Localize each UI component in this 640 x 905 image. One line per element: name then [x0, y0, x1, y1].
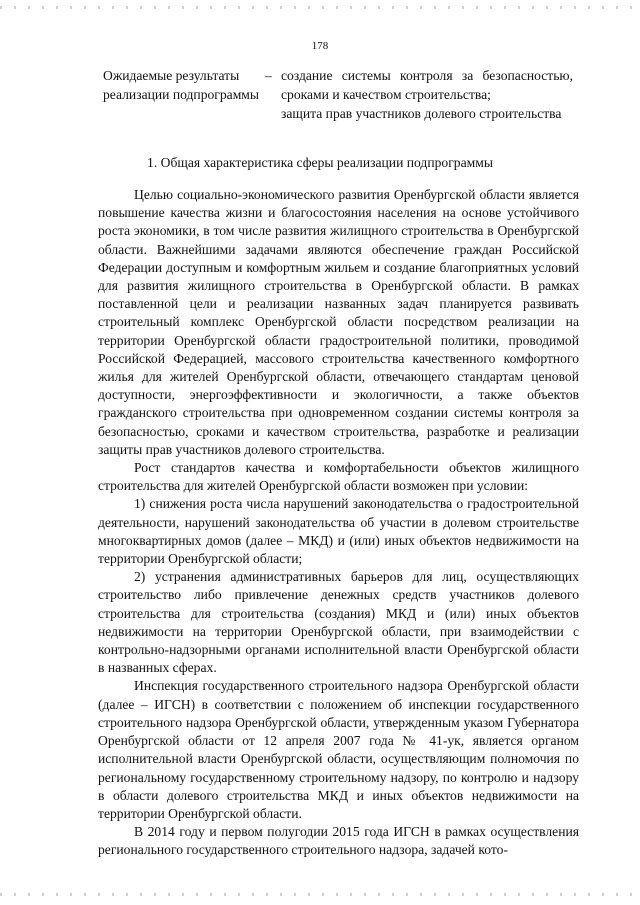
- passport-dash: –: [265, 68, 272, 83]
- paragraph-inspection: Инспекция государственного строительного надзора Оренбургской области (далее – ИГСН) в соответствии с положением об инспекции государственного строительного надзора Оренбургской области, утвержденным указом Губернатора Оренбургской области от 12 апреля 2007 года № 41-ук, является органом исполнительной власти Оренбургской области, осуществляющим полномочия по региональному государственному строительному надзору, по контролю и надзору в области долевого строительства МКД и иных объектов недвижимости на территории Оренбургской области.: [98, 678, 579, 821]
- passport-value-item: защита прав участников долевого строительства: [281, 106, 562, 121]
- paragraph-condition-1: 1) снижения роста числа нарушений законодательства о градостроительной деятельности, нарушений законодательства об участии в долевом строительстве многоквартирных домов (далее – МКД) и (или) иных объектов недвижимости на территории Оренбургской области;: [98, 496, 579, 567]
- scan-artifact-top: [0, 6, 640, 9]
- section-heading: 1. Общая характеристика сферы реализации подпрограммы: [147, 155, 493, 170]
- paragraph-goal: Целью социально-экономического развития Оренбургской области является повышение качества жизни и благосостояния населения на основе устойчивого роста экономики, в том числе развития жилищного строительства в Оренбургской области. Важнейшими задачами являются обеспечение граждан Российской Федерации доступным и комфортным жильем и создание благоприятных условий для развития жилищного строительства в Оренбургской области. В рамках поставленной цели и реализации названных задач планируется развивать строительный комплекс Оренбургской области посредством реализации на территории Оренбургской области градостроительной политики, проводимой Российской Федерацией, массового строительства качественного комфортного жилья для жителей Оренбургской области, отвечающего стандартам ценовой доступности, энергоэффективности и экологичности, а также объектов гражданского строительства при одновременном создании системы контроля за безопасностью, сроками и качеством строительства, разработке и реализации защиты прав участников долевого строительства.: [98, 187, 579, 457]
- passport-label: Ожидаемые результаты реализации подпрограммы: [103, 68, 260, 102]
- passport-value-item: создание системы контроля за безопасностью, сроками и качеством строительства;: [281, 68, 573, 102]
- passport-values: [281, 66, 573, 123]
- scan-artifact-bottom: [0, 893, 640, 896]
- document-body: [98, 186, 579, 860]
- page-number: 178: [311, 40, 329, 52]
- paragraph-standards: Рост стандартов качества и комфортабельности объектов жилищного строительства для жителей Оренбургской области возможен при условии:: [98, 460, 579, 494]
- paragraph-condition-2: 2) устранения административных барьеров для лиц, осуществляющих строительство либо привлечение денежных средств участников долевого строительства для строительства (создания) МКД и (или) иных объектов недвижимости на территории Оренбургской области, при взаимодействии с контрольно-надзорными органами исполнительной власти Оренбургской области в названных сферах.: [98, 569, 579, 676]
- passport-row-expected-results: [103, 66, 573, 123]
- passport-block: [103, 66, 573, 123]
- paragraph-2014: В 2014 году и первом полугодии 2015 года ИГСН в рамках осуществления регионального государственного строительного надзора, задачей кото-: [98, 824, 579, 858]
